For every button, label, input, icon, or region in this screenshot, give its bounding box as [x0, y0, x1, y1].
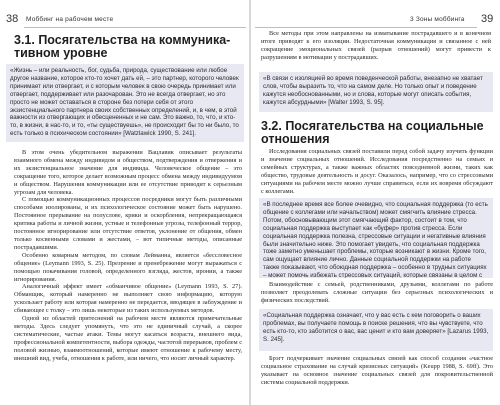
right-intro-text: [261, 30, 491, 70]
quote-block-robbins: «В последнее время все более очевидно, что социальная поддержка (то есть общение с коллегами или начальством) может смягчить влияние стресса. Потом, обосновывающим этот смягчающий фактор, состоит в том, что социальная поддержка выступает как «буфер» против стресса. Если социальная поддержка полезна, стрессовые ситуации и негативные влияния были значительно ниже. Это помогает увидеть, что социальная поддержка тоже заметно уменьшает проблемы, которые возникают в жизни. Кроме того, сам ощущает влияние лично. Данные социальной поддержки на работе также показывают, что обоюдная поддержка – особенно в трудных ситуациях – может помочь избежать стрессовых ситуаций, которые связаны в целом с: [259, 198, 493, 278]
right-body-para-1: [261, 148, 493, 196]
quote-block-watzlawick: «Жизнь – или реальность, бог, судьба, природа, существование или любое другое название, которое кто-то хочет дать ей, – это партнер, которого человек принимает или отвергает, и с которым человек в свою очередь принимает или отвергает, поддерживает или разочарован. Это не всегда отвергает, но это просто не может оставаться в стороне без потери себя от этого экзистенциального партнера своих собственных определений, и, в чем, в этой важности из отвергающих и обесцененных и не сам. Это важно, то, что, и кто-то, в жизни, в нас-то, и то, «ты существуешь», не происходит бы то ни было, то есть только в психическом состоянии» [Watzlawick 1990, S. 241].: [6, 64, 244, 142]
paragraph: Взаимодействие с семьей, родственниками, друзьями, коллегами по работе позволяет преодолевать сложные ситуации без серьезных психологических и физических последствий.: [261, 281, 493, 304]
running-head-left: Моббинг на рабочем месте: [26, 16, 114, 23]
paragraph: Аналогичный эффект имеет «обманчивое общение» (Leymann 1993, S. 27). Обманщик, который намеренно не выполняет свою информацию, которую ускользает работу или которая намеренно не передается, вводящее в заблуждение и сбивающее с толку – это лишь некоторые из таких используемых методов.: [14, 283, 242, 315]
paragraph: Брэгт подчеркивает значение социальных связей как способ создания «частное социальное страхование на случай кризисных ситуаций» (Keupp 1988, S. 69ff). Это указывает на основное значение социальных связей для покровительственной системы социальной поддержки.: [261, 355, 493, 386]
right-page-header: [255, 14, 495, 28]
paragraph: Особенно коварным методом, по словам Лейманна, является «бессловесное общение» (Leymann 1993, S. 25). Презрение и пренебрежение могут выражаться с помощью покачивания головой, определенного взгляда, жестов, иронии, а также игнорирования.: [14, 251, 242, 283]
section-heading-3-2: 3.2. Посягательства на социальные отношения: [261, 119, 484, 146]
section-heading-3-1: 3.1. Посягательства на коммуника- тивном уровне: [14, 33, 231, 60]
right-body-para-3: [261, 355, 493, 403]
left-page-header: [6, 14, 246, 28]
paragraph: С помощью коммуникационных процессов посредники могут быть различными способами изолированы, и их психологическое состояние может быть нарушено. Постоянное прерывание на полуслове, крики и оскорбления, непрекращающаяся критика работы и личной жизни, устные и телефонные угрозы, телефонный террор, постоянное игнорирование или отсутствие ответов, уклонение от общения, обмен только косвенными словами и жестами, – вот типичные методы, описанные пострадавшими.: [14, 196, 242, 251]
page-number-left: 38: [6, 13, 19, 25]
left-page: [0, 0, 249, 405]
right-page: [251, 0, 500, 405]
header-rule-right: [255, 27, 477, 28]
right-body-para-2: [261, 281, 493, 307]
quote-block-lazarus: «Социальная поддержка означает, что у вас есть с кем поговорить о ваших проблемах, вы получаете помощь в поиске решения, что вы чувствуете, что есть кто-то, кто заботится о вас, вас ценит и кто вам доверяет» [Lazarus 1993, S. 245].: [259, 309, 493, 351]
paragraph: В этом очень убедительном выражении Вацлавик описывает результаты взаимного обмена между индивидом и обществом, подтверждения и отвержения и их экзистенциальное значение для индивида. Человеческое общение – это сокращение того, которое делает возможным процесс обмена между индивидуумом и обществом. Нарушения коммуникации или ее отсутствие приводит к серьезным угрозам для человека.: [14, 149, 242, 196]
header-rule-left: [24, 27, 246, 28]
running-head-right: 3 Зоны моббинга: [410, 16, 465, 23]
paragraph: Исследования социальных связей поставили перед собой задачу изучить функции и значение социальных отношений. Исследования посредственно на семьях и семейных структурах, а также важных областях повседневной жизни, таких как общество, трудовые деятельность и досуг. Оказалось, например, что со стрессовыми ситуациями на рабочем месте можно лучше справиться, если их вовремя обсуждают с коллегами.: [261, 148, 493, 195]
left-body-text: [14, 149, 242, 401]
paragraph: Все методы при этом направлены на изматывание пострадавшего и в конечном итоге приводят к его изоляции. Недостаточная коммуникация и связанное с ней сокращение эмоциональных связей (разрыв отношений) могут привести к разрушениям в мотивации у пострадавших.: [261, 30, 491, 61]
page-number-right: 39: [481, 13, 494, 25]
paragraph: Одной из областей притеснений на рабочем месте являются примечательные методы. Здесь следует упомянуть, что это не единичный случай, а скорее систематические, частые атаки. Темы могут касаться возраста, внешнего вида, профессиональной компетентности, выбора одежды, частотой перерывов, проблем с половой жизнью, взаимоотношений, которые имеют отношение к рабочему месту, внешний вид, учеба, отношения к работе, или ничего, что носит личный характер.: [14, 315, 242, 362]
quote-block-walter: «В связи с изоляцией во время поведенческой работы, внезапно не хватает слов, чтобы выразить то, что на самом деле. Но только опыт и поведение кажутся необоснованными, но и слова, которые могут описать события, кажутся абсурдными» [Walter 1993, S. 95].: [259, 72, 493, 112]
